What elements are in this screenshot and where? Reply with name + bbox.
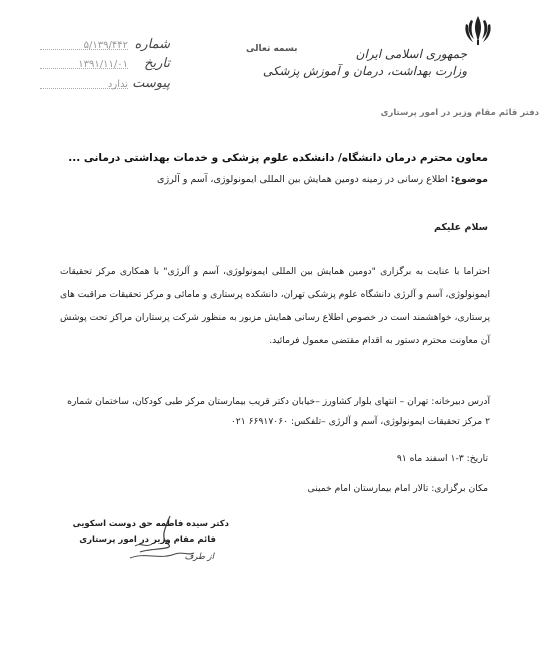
basmala: بسمه تعالی — [246, 44, 298, 54]
letter-date-row — [40, 56, 170, 72]
subject-line — [157, 174, 488, 185]
event-venue: مکان برگزاری: تالار امام بیمارستان امام خمینی — [307, 483, 488, 494]
greeting: سلام علیکم — [433, 222, 488, 233]
dotted-line — [40, 88, 128, 89]
addressee: معاون محترم درمان دانشگاه/ دانشکده علوم پزشکی و خدمات بهداشتی درمانی ... — [68, 152, 488, 164]
letter-attachment-row — [40, 76, 170, 92]
ministry-name-line1: جمهوری اسلامی ایران — [355, 47, 467, 61]
letter-number-row — [40, 37, 170, 53]
letter-number-value: ۵/۱۳۹/۴۴۲ — [83, 40, 128, 51]
letter-attachment-label: پیوست — [132, 76, 170, 91]
subject-text: اطلاع رسانی در زمینه دومین همایش بین المللی ایمونولوژی، آسم و آلرژی — [157, 174, 448, 185]
letter-date-label: تاریخ — [144, 56, 170, 71]
dotted-line — [40, 49, 128, 50]
event-date: تاریخ: ۳-۱ اسفند ماه ۹۱ — [396, 453, 488, 464]
subject-label: موضوع: — [450, 174, 488, 185]
iran-emblem-icon — [463, 14, 493, 46]
office-name: دفتر قائم مقام وزیر در امور پرستاری — [380, 108, 539, 118]
signatory-name: دکتر سیده فاطمه حق دوست اسکویی — [72, 519, 229, 529]
letter-number-label: شماره — [134, 37, 170, 52]
ministry-name-line2: وزارت بهداشت، درمان و آموزش پزشکی — [262, 64, 467, 78]
signatory-title: قائم مقام وزیر در امور پرستاری — [79, 535, 216, 545]
signature-on-behalf: از طرف — [184, 552, 214, 562]
dotted-line — [40, 68, 128, 69]
body-paragraph: احتراما با عنایت به برگزاری "دومین همایش بین المللی ایمونولوژی، آسم و آلرژی" با همکاری مرکز تحقیقات ایمونولوژی، آسم و آلرژی دانشگاه علوم پزشکی تهران، دانشکده پرستاری و مامائی و مرکز تحقیقات مراقبت های پرستاری، خواهشمند است در خصوص اطلاع رسانی همایش مزبور به منظور شرکت پرستاران مراکز تحت پوشش آن معاونت محترم دستور به اقدام مقتضی معمول فرمائید. — [60, 266, 490, 346]
letter-date-value: ۱۳۹۱/۱۱/۰۱ — [78, 59, 128, 70]
secretariat-address: آدرس دبیرخانه: تهران – انتهای بلوار کشاورز –خیابان دکتر قریب بیمارستان مرکز طبی کودکان، ساختمان شماره ۲ مرکز تحقیقات ایمونولوژی، آسم و آلرژی –تلفکس: ۶۶۹۱۷۰۶۰ ۰۲۱ — [67, 396, 490, 427]
letter-attachment-value: ندارد — [107, 79, 128, 90]
